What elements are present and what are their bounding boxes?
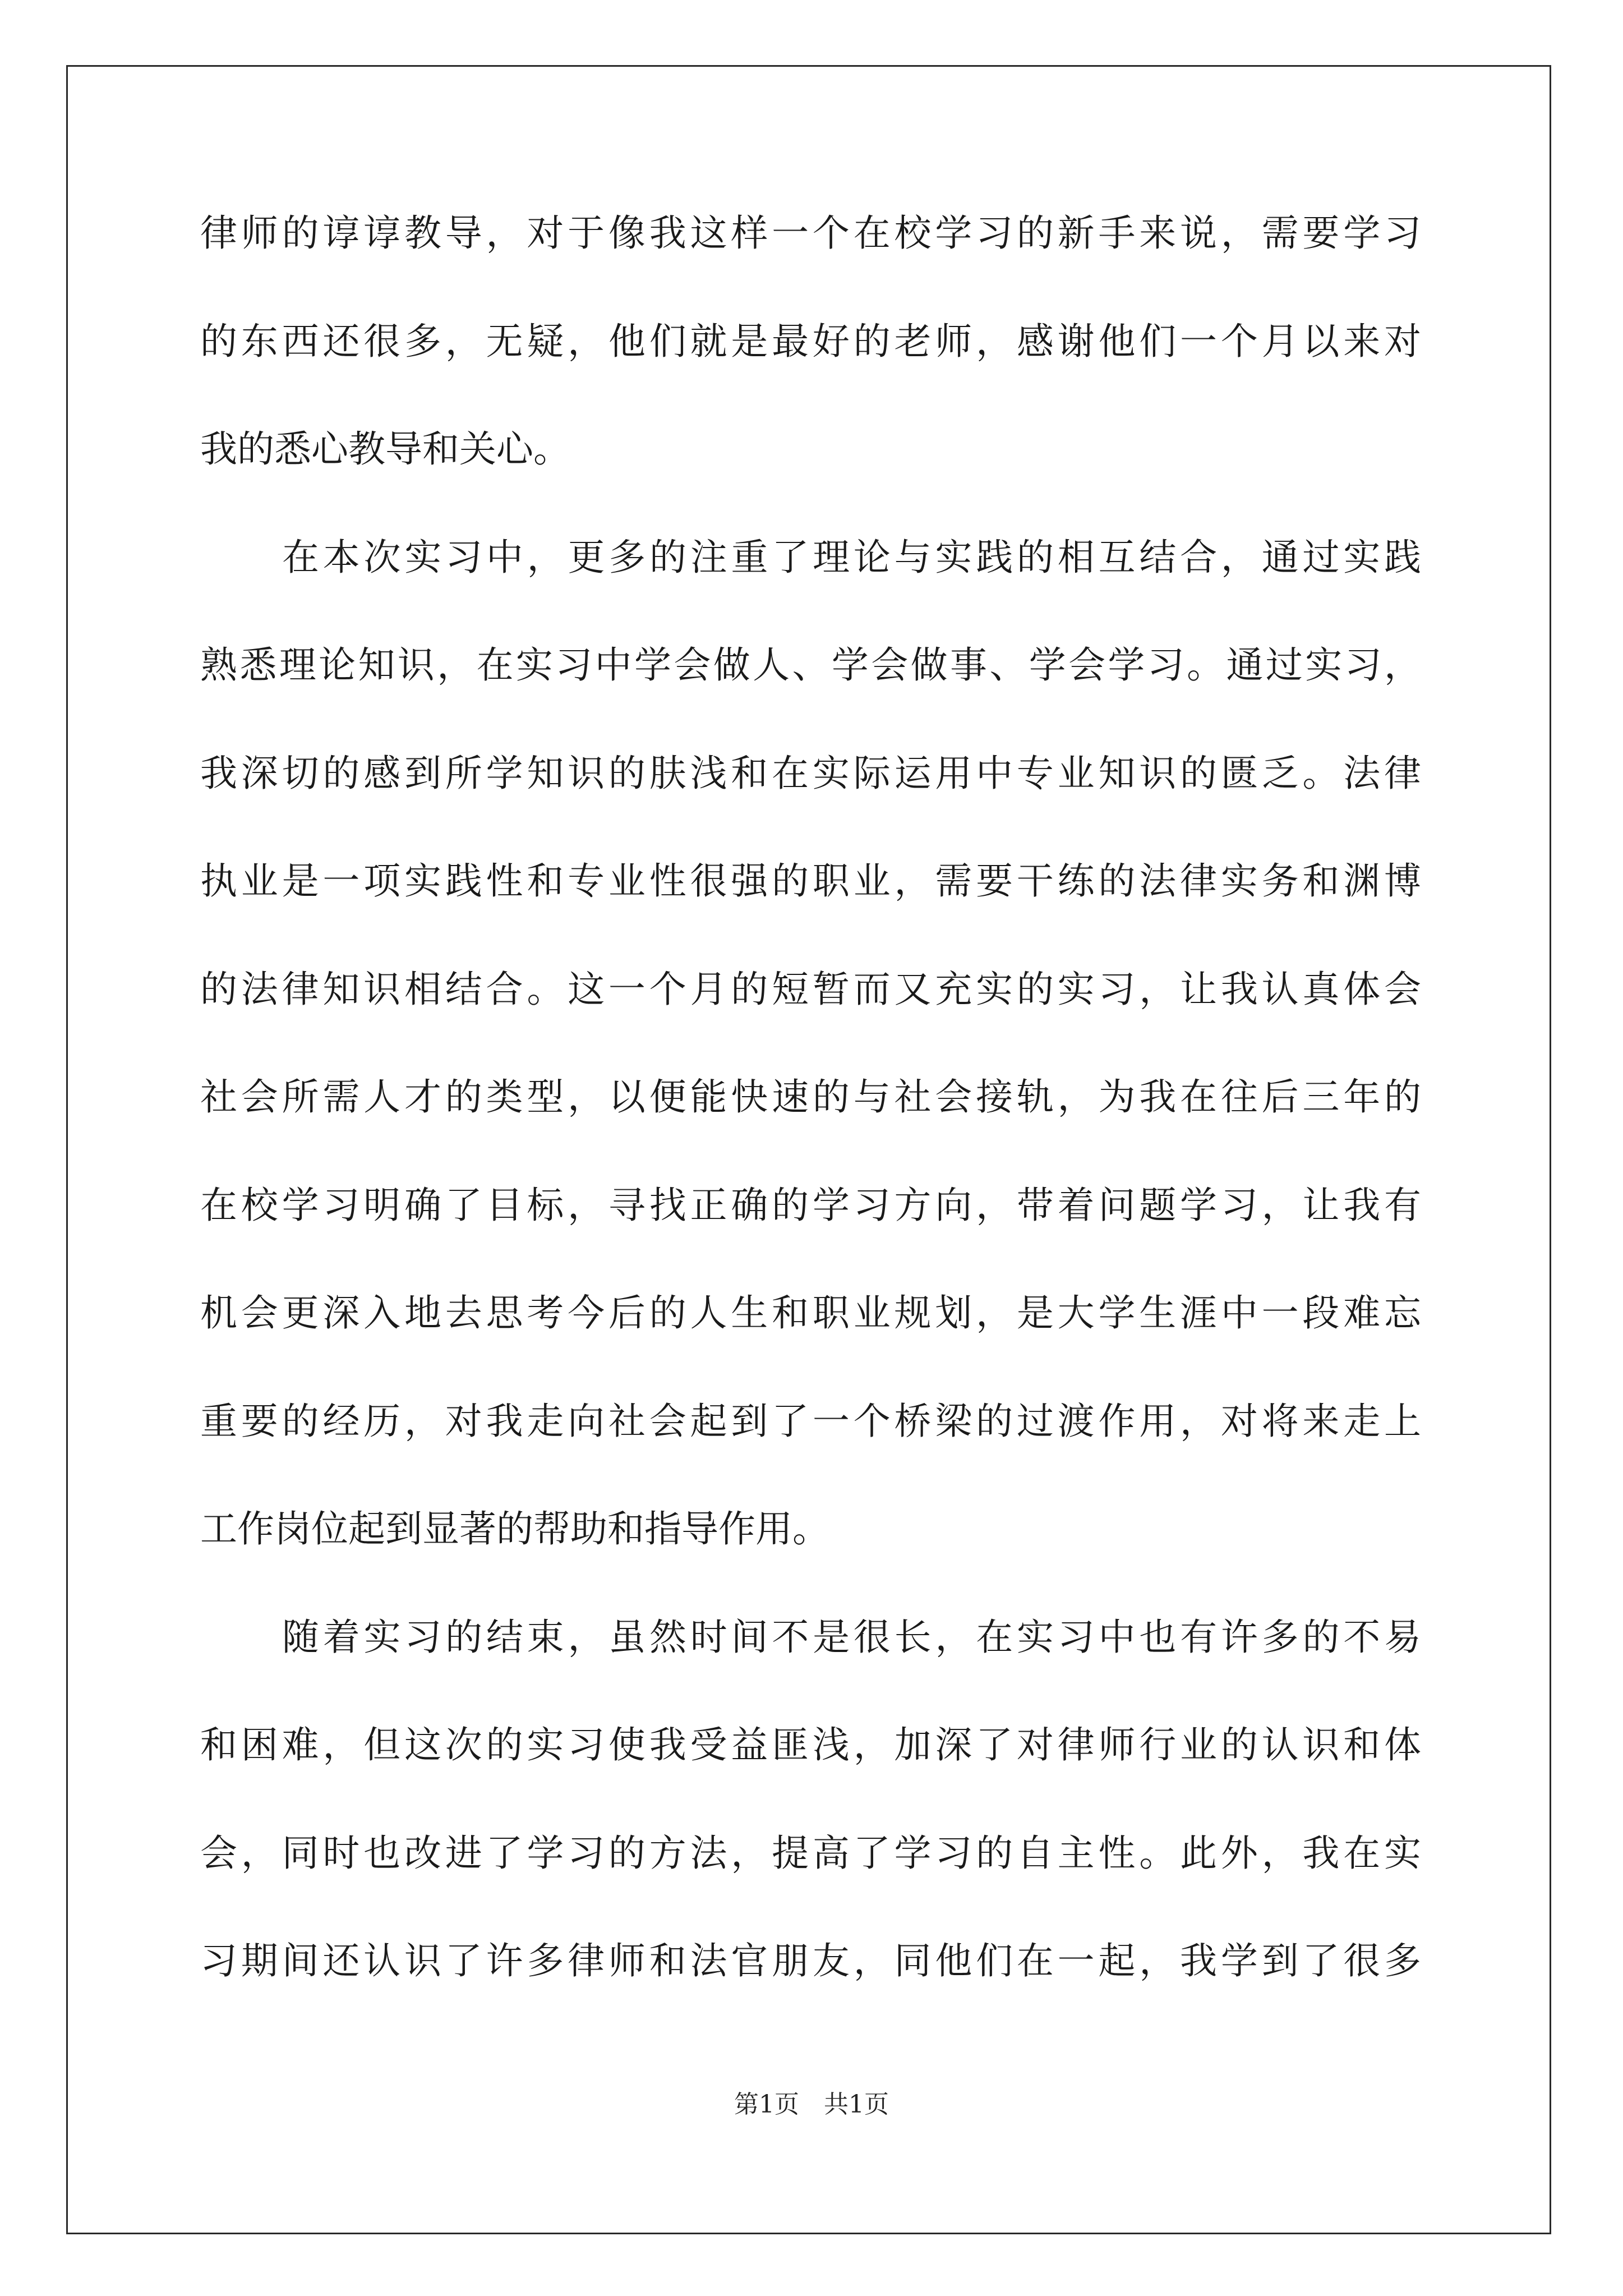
paragraph-line: 随着实习的结束，虽然时间不是很长，在实习中也有许多的不易 — [282, 1615, 1421, 1659]
paragraph-line: 熟悉理论知识，在实习中学会做人、学会做事、学会学习。通过实习， — [200, 643, 1421, 687]
paragraph-line: 会，同时也改进了学习的方法，提高了学习的自主性。此外，我在实 — [200, 1831, 1421, 1875]
paragraph-line: 在本次实习中，更多的注重了理论与实践的相互结合，通过实践 — [282, 535, 1421, 579]
paragraph-line: 的法律知识相结合。这一个月的短暂而又充实的实习，让我认真体会 — [200, 967, 1421, 1011]
paragraph-line: 律师的谆谆教导，对于像我这样一个在校学习的新手来说，需要学习 — [200, 211, 1421, 255]
paragraph-line: 社会所需人才的类型，以便能快速的与社会接轨，为我在往后三年的 — [200, 1075, 1421, 1119]
paragraph-line: 我的悉心教导和关心。 — [200, 427, 570, 471]
paragraph-line: 习期间还认识了许多律师和法官朋友，同他们在一起，我学到了很多 — [200, 1939, 1421, 1982]
paragraph-line: 和困难，但这次的实习使我受益匪浅，加深了对律师行业的认识和体 — [200, 1723, 1421, 1766]
document-body — [200, 211, 1434, 2051]
page-number-footer: 第1页 共1页 — [734, 2090, 889, 2119]
paragraph-line: 的东西还很多，无疑，他们就是最好的老师，感谢他们一个月以来对 — [200, 319, 1421, 363]
paragraph-line: 在校学习明确了目标，寻找正确的学习方向，带着问题学习，让我有 — [200, 1183, 1421, 1227]
paragraph-line: 机会更深入地去思考今后的人生和职业规划，是大学生涯中一段难忘 — [200, 1291, 1421, 1335]
paragraph-line: 我深切的感到所学知识的肤浅和在实际运用中专业知识的匮乏。法律 — [200, 751, 1421, 795]
paragraph-line: 执业是一项实践性和专业性很强的职业，需要干练的法律实务和渊博 — [200, 859, 1421, 903]
paragraph-line: 重要的经历，对我走向社会起到了一个桥梁的过渡作用，对将来走上 — [200, 1399, 1421, 1443]
paragraph-line: 工作岗位起到显著的帮助和指导作用。 — [200, 1507, 829, 1550]
